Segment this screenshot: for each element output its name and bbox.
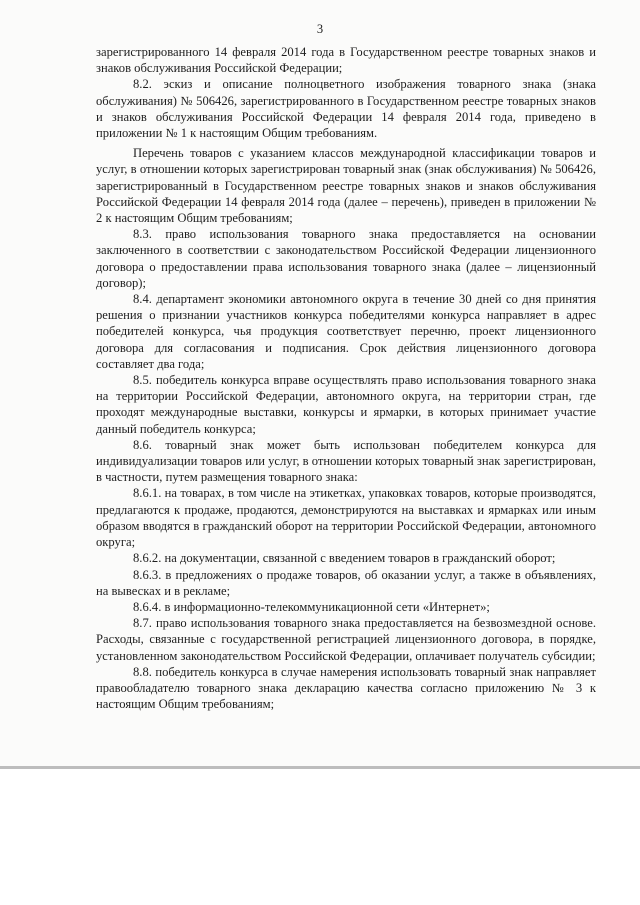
paragraph-8-5: 8.5. победитель конкурса вправе осуществлять право использования товарного знака на территории Российской Федерации, автономного округа, на территории стран, где проходят международные выставки, конкурсы и ярмарки, в которых принимает участие данный победитель конкурса; bbox=[96, 373, 596, 436]
document-body bbox=[96, 44, 596, 712]
paragraph-8-6-4: 8.6.4. в информационно-телекоммуникационной сети «Интернет»; bbox=[133, 599, 490, 614]
paragraph-8-4: 8.4. департамент экономики автономного округа в течение 30 дней со дня принятия решения о признании участников конкурса победителями конкурса направляет в адрес победителей конкурса, чья продукция соответствует перечню, проект лицензионного договора для согласования и подписания. Срок действия лицензионного договора составляет два года; bbox=[96, 292, 596, 371]
paragraph-8-2: 8.2. эскиз и описание полноцветного изображения товарного знака (знака обслуживания) № 506426, зарегистрированного в Государственном реестре товарных знаков и знаков обслуживания Российской Федерации 14 февраля 2014 года, приведено в приложении № 1 к настоящим Общим требованиям. bbox=[96, 77, 596, 141]
paragraph-8-3: 8.3. право использования товарного знака предоставляется на основании заключенного в соответствии с законодательством Российской Федерации лицензионного договора о предоставлении права использования товарного знака (далее – лицензионный договор); bbox=[96, 227, 596, 290]
paragraph-8-6-1: 8.6.1. на товарах, в том числе на этикетках, упаковках товаров, которые производятся, предлагаются к продаже, продаются, демонстрируются на выставках и ярмарках или иным образом вводятся в гражданский оборот на территории Российской Федерации, автономного округа; bbox=[96, 486, 596, 550]
paragraph-8-6-2: 8.6.2. на документации, связанной с введением товаров в гражданский оборот; bbox=[133, 551, 556, 566]
paragraph-8-8: 8.8. победитель конкурса в случае намерения использовать товарный знак направляет правообладателю товарного знака декларацию качества согласно приложению № 3 к настоящим Общим требованиям; bbox=[96, 664, 596, 712]
paragraph-8-7: 8.7. право использования товарного знака предоставляется на безвозмездной основе. Расходы, связанные с государственной регистрацией лицензионного договора, в порядке, установленном законодательством Российской Федерации, оплачивает получатель субсидии; bbox=[96, 616, 596, 663]
page-number: 3 bbox=[316, 22, 324, 36]
paragraph-goods-list: Перечень товаров с указанием классов международной классификации товаров и услуг, в отношении которых зарегистрирован товарный знак (знак обслуживания) № 506426, зарегистрированный в Государственном реестре товарных знаков и знаков обслуживания Российской Федерации 14 февраля 2014 года (далее – перечень), приведен в приложении № 2 к настоящим Общим требованиям; bbox=[96, 146, 596, 226]
paragraph-8-6-3: 8.6.3. в предложениях о продаже товаров, об оказании услуг, а также в объявлениях, на вывесках и в рекламе; bbox=[96, 567, 596, 598]
paragraph-continuation: зарегистрированного 14 февраля 2014 года в Государственном реестре товарных знаков и знаков обслуживания Российской Федерации; bbox=[96, 45, 596, 76]
paragraph-8-6: 8.6. товарный знак может быть использован победителем конкурса для индивидуализации товаров или услуг, в отношении которых товарный знак зарегистрирован, в частности, путем размещения товарного знака: bbox=[96, 437, 596, 485]
page-bottom-edge bbox=[0, 766, 640, 769]
